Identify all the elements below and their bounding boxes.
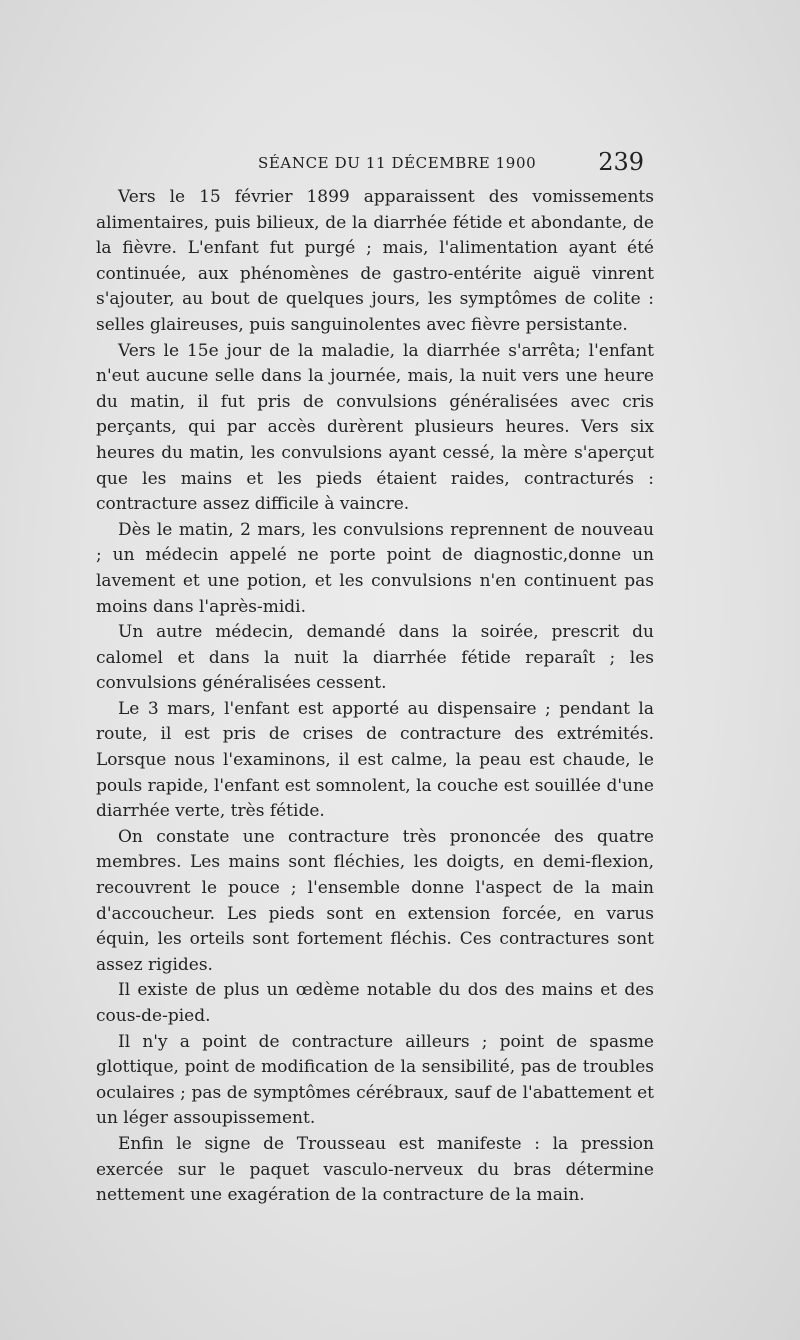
paragraph: Le 3 mars, l'enfant est apporté au dispensaire ; pendant la route, il est pris de crises de contracture des extrémités. Lorsque nous l'examinons, il est calme, la peau est chaude, le pouls rapide, l'enfant est somnolent, la couche est souillée d'une diarrhée verte, très fétide.	[96, 698, 654, 822]
body-text	[96, 185, 654, 1209]
paragraph: Un autre médecin, demandé dans la soirée, prescrit du calomel et dans la nuit la diarrhée fétide reparaît ; les convulsions généralisées cessent.	[96, 622, 654, 694]
running-header	[236, 150, 646, 180]
paragraph: Enfin le signe de Trousseau est manifeste : la pression exercée sur le paquet vasculo-nerveux du bras détermine nettement une exagération de la contracture de la main.	[96, 1133, 654, 1206]
paragraph: Vers le 15e jour de la maladie, la diarrhée s'arrêta; l'enfant n'eut aucune selle dans la journée, mais, la nuit vers une heure du matin, il fut pris de convulsions généralisées avec cris perçants, qui par accès durèrent plusieurs heures. Vers six heures du matin, les convulsions ayant cessé, la mère s'aperçut que les mains et les pieds étaient raides, contracturés : contracture assez difficile à vaincre.	[96, 340, 654, 515]
paragraph: Dès le matin, 2 mars, les convulsions reprennent de nouveau ; un médecin appelé ne porte point de diagnostic,donne un lavement et une potion, et les convulsions n'en continuent pas moins dans l'après-midi.	[96, 519, 654, 617]
running-title: SÉANCE DU 11 DÉCEMBRE 1900	[258, 154, 537, 172]
paragraph: On constate une contracture très prononcée des quatre membres. Les mains sont fléchies, les doigts, en demi-flexion, recouvrent le pouce ; l'ensemble donne l'aspect de la main d'accoucheur. Les pieds sont en extension forcée, en varus équin, les orteils sont fortement fléchis. Ces contractures sont assez rigides.	[96, 826, 654, 975]
page-number: 239	[598, 148, 644, 176]
paragraph: Il n'y a point de contracture ailleurs ; point de spasme glottique, point de modification de la sensibilité, pas de troubles oculaires ; pas de symptômes cérébraux, sauf de l'abattement et un léger assoupissement.	[96, 1031, 654, 1129]
paragraph: Il existe de plus un œdème notable du dos des mains et des cous-de-pied.	[96, 980, 654, 1026]
paragraph: Vers le 15 février 1899 apparaissent des vomissements alimentaires, puis bilieux, de la diarrhée fétide et abondante, de la fièvre. L'enfant fut purgé ; mais, l'alimentation ayant été continuée, aux phénomènes de gastro-entérite aiguë vinrent s'ajouter, au bout de quelques jours, les symptômes de colite : selles glaireuses, puis sanguinolentes avec fièvre persistante.	[96, 187, 654, 335]
